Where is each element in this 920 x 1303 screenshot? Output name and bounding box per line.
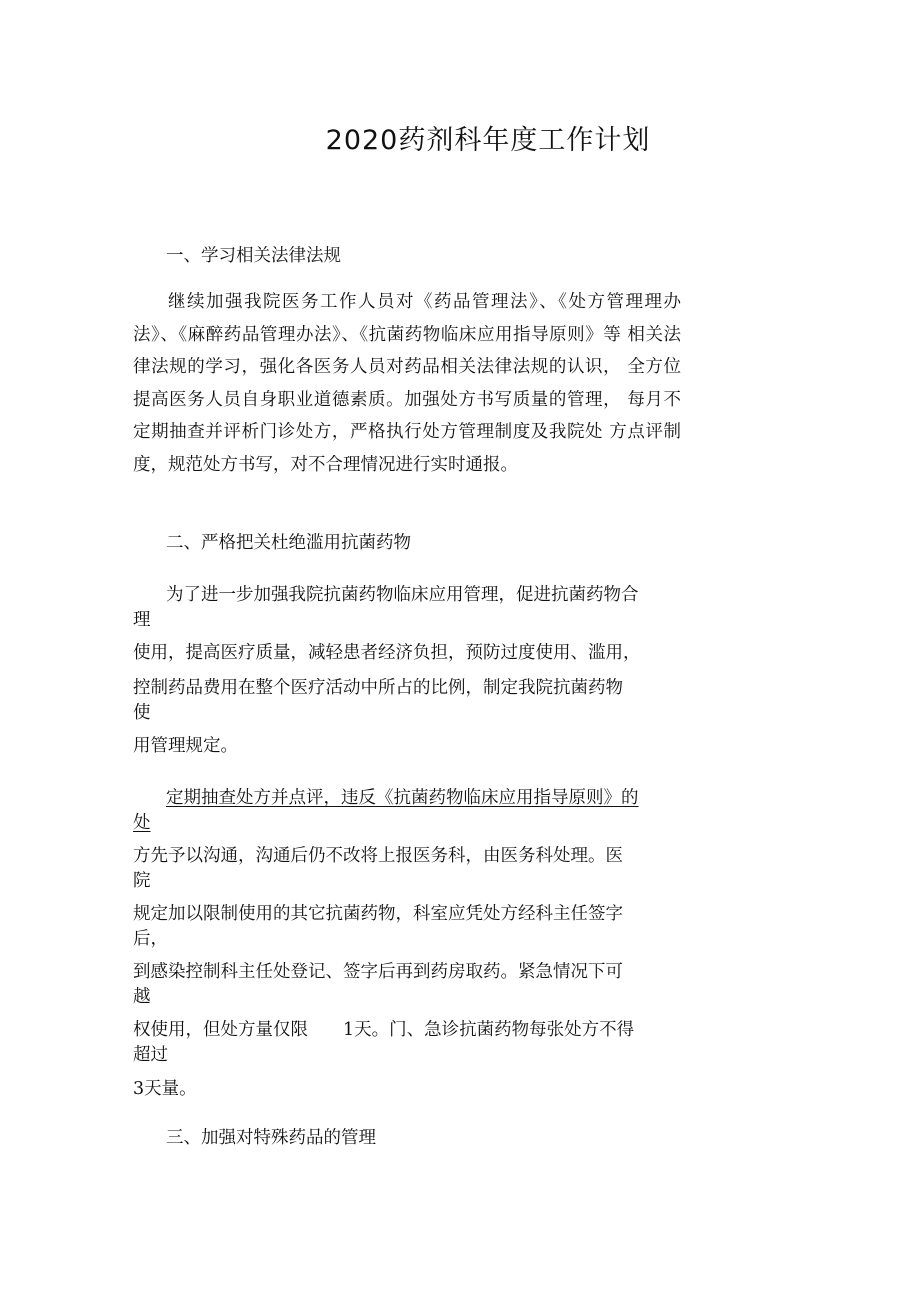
section-2-p2-line: 越: [133, 987, 151, 1007]
section-heading-3: 三、加强对特殊药品的管理: [166, 1128, 376, 1148]
section-2-p2-line: 定期抽查处方并点评，违反《抗菌药物临床应用指导原则》的: [166, 788, 639, 808]
section-2-p2-line: 规定加以限制使用的其它抗菌药物，科室应凭处方经科主任签字: [133, 904, 623, 924]
section-2-p2-line: 处: [133, 813, 151, 833]
section-2-p2-line: 到感染控制科主任处登记、签字后再到药房取药。紧急情况下可: [133, 962, 623, 982]
section-heading-1: 一、学习相关法律法规: [166, 246, 341, 266]
section-2-p2-line: 3天量。: [133, 1079, 197, 1099]
section-2-p1-line: 用管理规定。: [133, 736, 238, 756]
section-2-p2-line: 超过: [133, 1045, 168, 1065]
section-heading-2: 二、严格把关杜绝滥用抗菌药物: [166, 533, 411, 553]
document-title: 2020药剂科年度工作计划: [325, 125, 651, 156]
section-2-p1-line: 控制药品费用在整个医疗活动中所占的比例，制定我院抗菌药物: [133, 678, 623, 698]
section-2-p2-line: 方先予以沟通，沟通后仍不改将上报医务科，由医务科处理。医: [133, 846, 623, 866]
section-2-p1-line: 理: [133, 610, 151, 630]
section-2-p1-line: 使用，提高医疗质量，减轻患者经济负担，预防过度使用、滥用，: [133, 643, 641, 663]
section-2-p2-line: 后，: [133, 929, 168, 949]
section-2-p2-line: 院: [133, 871, 151, 891]
section-1-paragraph: 继续加强我院医务工作人员对《药品管理法》、《处方管理理办 法》、《麻醉药品管理办法》、《抗菌药物临床应用指导原则》等 相关法律法规的学习，强化各医务人员对药品相关法律法规的认识， 全方位提高医务人员自身职业道德素质。加强处方书写质量的管理， 每月不定期抽查并评析门诊处方，严格执行处方管理制度及我院处 方点评制度，规范处方书写，对不合理情况进行实时通报。: [133, 292, 681, 475]
section-2-p1-line: 为了进一步加强我院抗菌药物临床应用管理，促进抗菌药物合: [166, 585, 639, 605]
section-2-p1-line: 使: [133, 703, 151, 723]
section-2-p2-line: 权使用，但处方量仅限 1天。门、急诊抗菌药物每张处方不得: [133, 1020, 635, 1040]
